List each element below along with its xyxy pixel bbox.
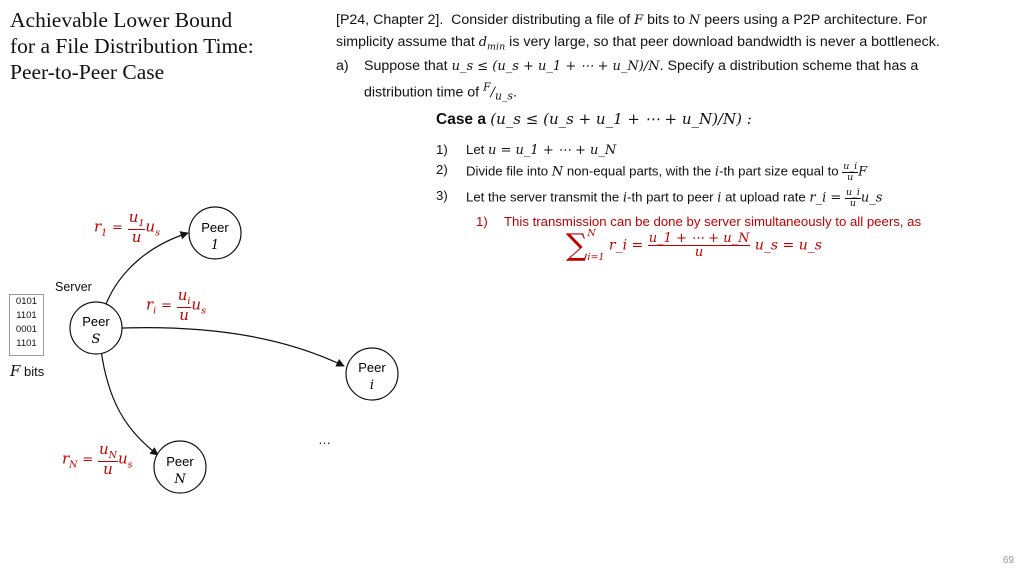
problem-text-a: Consider distributing a file of bbox=[451, 12, 631, 28]
var-dmin: $d_{min}$ bbox=[478, 34, 506, 53]
case-a-label: Case a bbox=[436, 111, 486, 128]
node-peer-1 bbox=[189, 207, 241, 259]
subq-text-c: distribution time of bbox=[364, 83, 480, 100]
svg-text:S: S bbox=[91, 332, 101, 347]
file-bits-box: 0101 1101 0001 1101 bbox=[9, 294, 44, 356]
problem-text-c: peers using a P2P architecture. For bbox=[704, 12, 928, 28]
subq-text-a: Suppose that bbox=[364, 58, 448, 74]
step-2-fraction: $\frac{u\_i}{u}$ bbox=[843, 161, 858, 183]
var-N: N bbox=[688, 13, 701, 28]
var-F: F bbox=[634, 13, 644, 28]
sum-fraction: $\frac{u\_1 + \cdots + u\_N}{u}$ bbox=[648, 231, 750, 260]
node-peer-i bbox=[346, 348, 398, 400]
subq-text-b: . Specify a distribution scheme that has a bbox=[659, 58, 919, 74]
summation-equation: ∑ N i=1 r_i = $\frac{u\_1 + \cdots + u\_N}{u}$ u_s = u_s bbox=[566, 228, 822, 263]
node-peer-n bbox=[154, 441, 206, 493]
problem-text-b: bits to bbox=[647, 12, 685, 28]
case-a-condition: (u_s ≤ (u_s + u_1 + ⋯ + u_N)/N) : bbox=[490, 110, 752, 128]
rate-label-i: $r_i$ = $\frac{u_i}{u}$ $u_s$ bbox=[146, 286, 206, 324]
subquestion-label: a) bbox=[336, 58, 349, 74]
step-3-fraction: $\frac{u\_i}{u}$ bbox=[845, 187, 860, 209]
ellipsis: … bbox=[318, 432, 331, 447]
svg-text:Peer: Peer bbox=[358, 360, 386, 375]
svg-text:i: i bbox=[369, 378, 375, 393]
title-line-3: Peer-to-Peer Case bbox=[10, 60, 165, 84]
title-line-1: Achievable Lower Bound bbox=[10, 8, 233, 32]
svg-text:Peer: Peer bbox=[82, 314, 110, 329]
rate-label-n: $r_N$ = $\frac{u_N}{u}$ $u_s$ bbox=[62, 440, 133, 478]
svg-text:Peer: Peer bbox=[201, 220, 229, 235]
file-size-label: F bits bbox=[10, 362, 45, 380]
edge-server-peerN bbox=[101, 350, 158, 455]
title-line-2: for a File Distribution Time: bbox=[10, 34, 254, 58]
server-label: Server bbox=[55, 280, 92, 294]
subq-time: $^F/_{u\_s}$ bbox=[483, 80, 513, 103]
subq-condition: u_s ≤ (u_s + u_1 + ⋯ + u_N)/N bbox=[451, 59, 660, 74]
step-1-math: u = u_1 + ⋯ + u_N bbox=[488, 143, 617, 158]
svg-text:Peer: Peer bbox=[166, 454, 194, 469]
svg-text:N: N bbox=[174, 472, 186, 487]
node-peer-s bbox=[70, 302, 122, 354]
problem-text-e: is very large, so that peer download bandwidth is never a bottleneck. bbox=[509, 33, 940, 50]
svg-text:1: 1 bbox=[210, 238, 220, 253]
page-number: 69 bbox=[1002, 555, 1014, 566]
rate-label-1: $r_1$ = $\frac{u_1}{u}$ $u_s$ bbox=[94, 208, 160, 246]
edge-server-peeri bbox=[122, 328, 344, 366]
problem-ref: [P24, Chapter 2]. bbox=[336, 12, 444, 28]
problem-text-d: simplicity assume that bbox=[336, 33, 475, 50]
